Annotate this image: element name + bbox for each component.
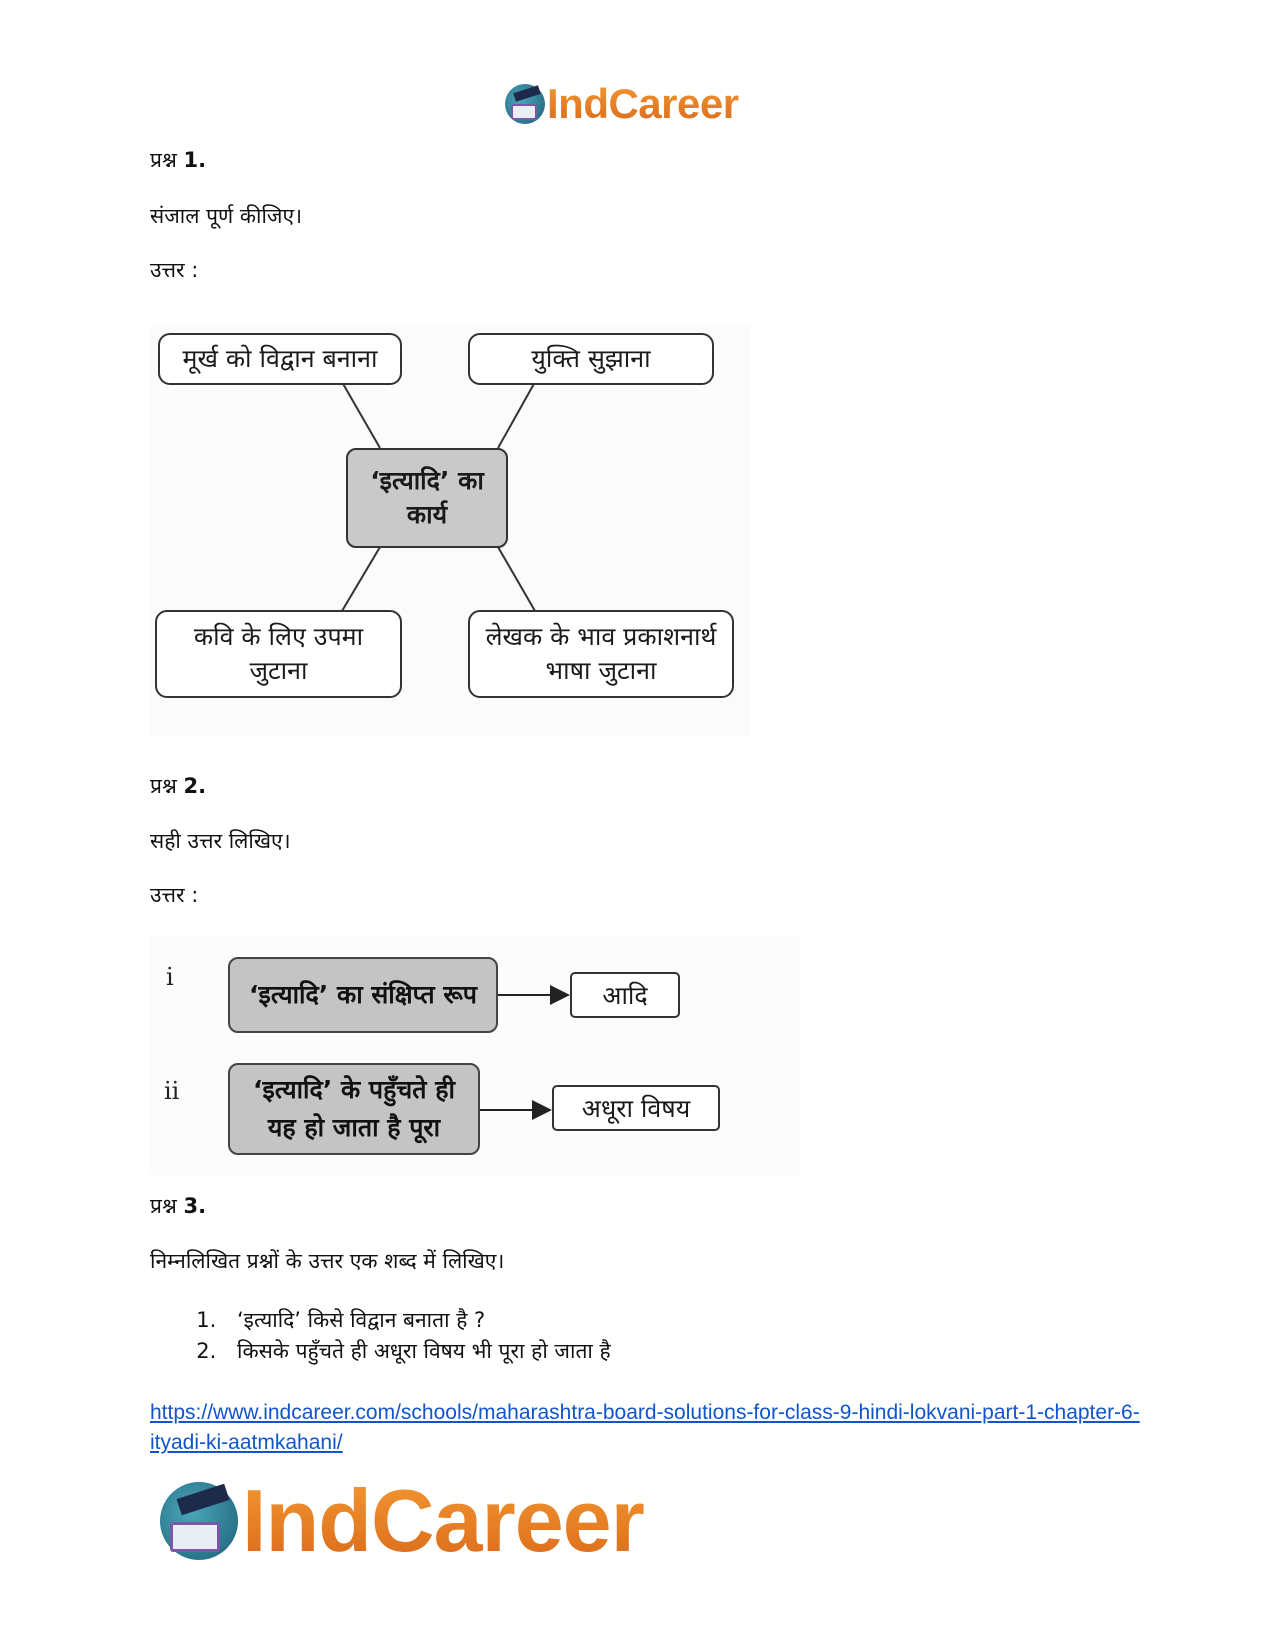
question-3-label (150, 1192, 206, 1220)
row-1-answer-box: आदि (570, 972, 680, 1018)
indcareer-logo-top (505, 80, 739, 128)
list-item: 1. ‘इत्यादि’ किसे विद्वान बनाता है ? (223, 1305, 611, 1336)
question-1-number: 1. (183, 148, 207, 172)
question-2-answer-label: उत्तर : (150, 883, 199, 907)
graduation-cap-book-icon (160, 1482, 238, 1560)
concept-web-diagram (150, 325, 750, 735)
row-2-answer-box: अधूरा विषय (552, 1085, 720, 1131)
logo-wordmark: IndCareer (547, 80, 739, 127)
graduation-cap-book-icon (505, 84, 545, 124)
row-1-source-box: ‘इत्यादि’ का संक्षिप्त रूप (228, 957, 498, 1033)
question-2-label (150, 772, 206, 800)
web-node-bottom-right: लेखक के भाव प्रकाशनार्थ भाषा जुटाना (468, 610, 734, 698)
question-1-prefix: प्रश्न (150, 148, 177, 172)
question-3-instruction: निम्नलिखित प्रश्नों के उत्तर एक शब्द में लिखिए। (150, 1249, 505, 1273)
web-node-top-right: युक्ति सुझाना (468, 333, 714, 385)
web-node-bottom-left: कवि के लिए उपमा जुटाना (155, 610, 402, 698)
indcareer-logo-bottom (160, 1470, 644, 1572)
question-3-number: 3. (183, 1194, 207, 1218)
row-2-source-box: ‘इत्यादि’ के पहुँचते ही यह हो जाता है पूरा (228, 1063, 480, 1155)
source-url-link[interactable]: https://www.indcareer.com/schools/maharashtra-board-solutions-for-class-9-hindi-lokvani-part-1-chapter-6-ityadi-ki-aatmkahani/ (150, 1401, 1140, 1454)
row-2-numeral: ii (164, 1077, 180, 1105)
row-1-numeral: i (166, 963, 174, 991)
list-item: 2. किसके पहुँचते ही अधूरा विषय भी पूरा हो जाता है (223, 1336, 611, 1367)
arrow-answer-diagram (150, 935, 800, 1175)
web-node-center: ‘इत्यादि’ का कार्य (346, 448, 508, 548)
question-1-instruction: संजाल पूर्ण कीजिए। (150, 204, 303, 228)
question-1-label (150, 146, 206, 174)
question-2-number: 2. (183, 774, 207, 798)
question-3-list (150, 1305, 611, 1367)
question-1-answer-label: उत्तर : (150, 258, 199, 282)
web-node-top-left: मूर्ख को विद्वान बनाना (158, 333, 402, 385)
question-2-prefix: प्रश्न (150, 774, 177, 798)
question-2-instruction: सही उत्तर लिखिए। (150, 829, 291, 853)
logo-wordmark: IndCareer (242, 1471, 644, 1570)
question-3-prefix: प्रश्न (150, 1194, 177, 1218)
